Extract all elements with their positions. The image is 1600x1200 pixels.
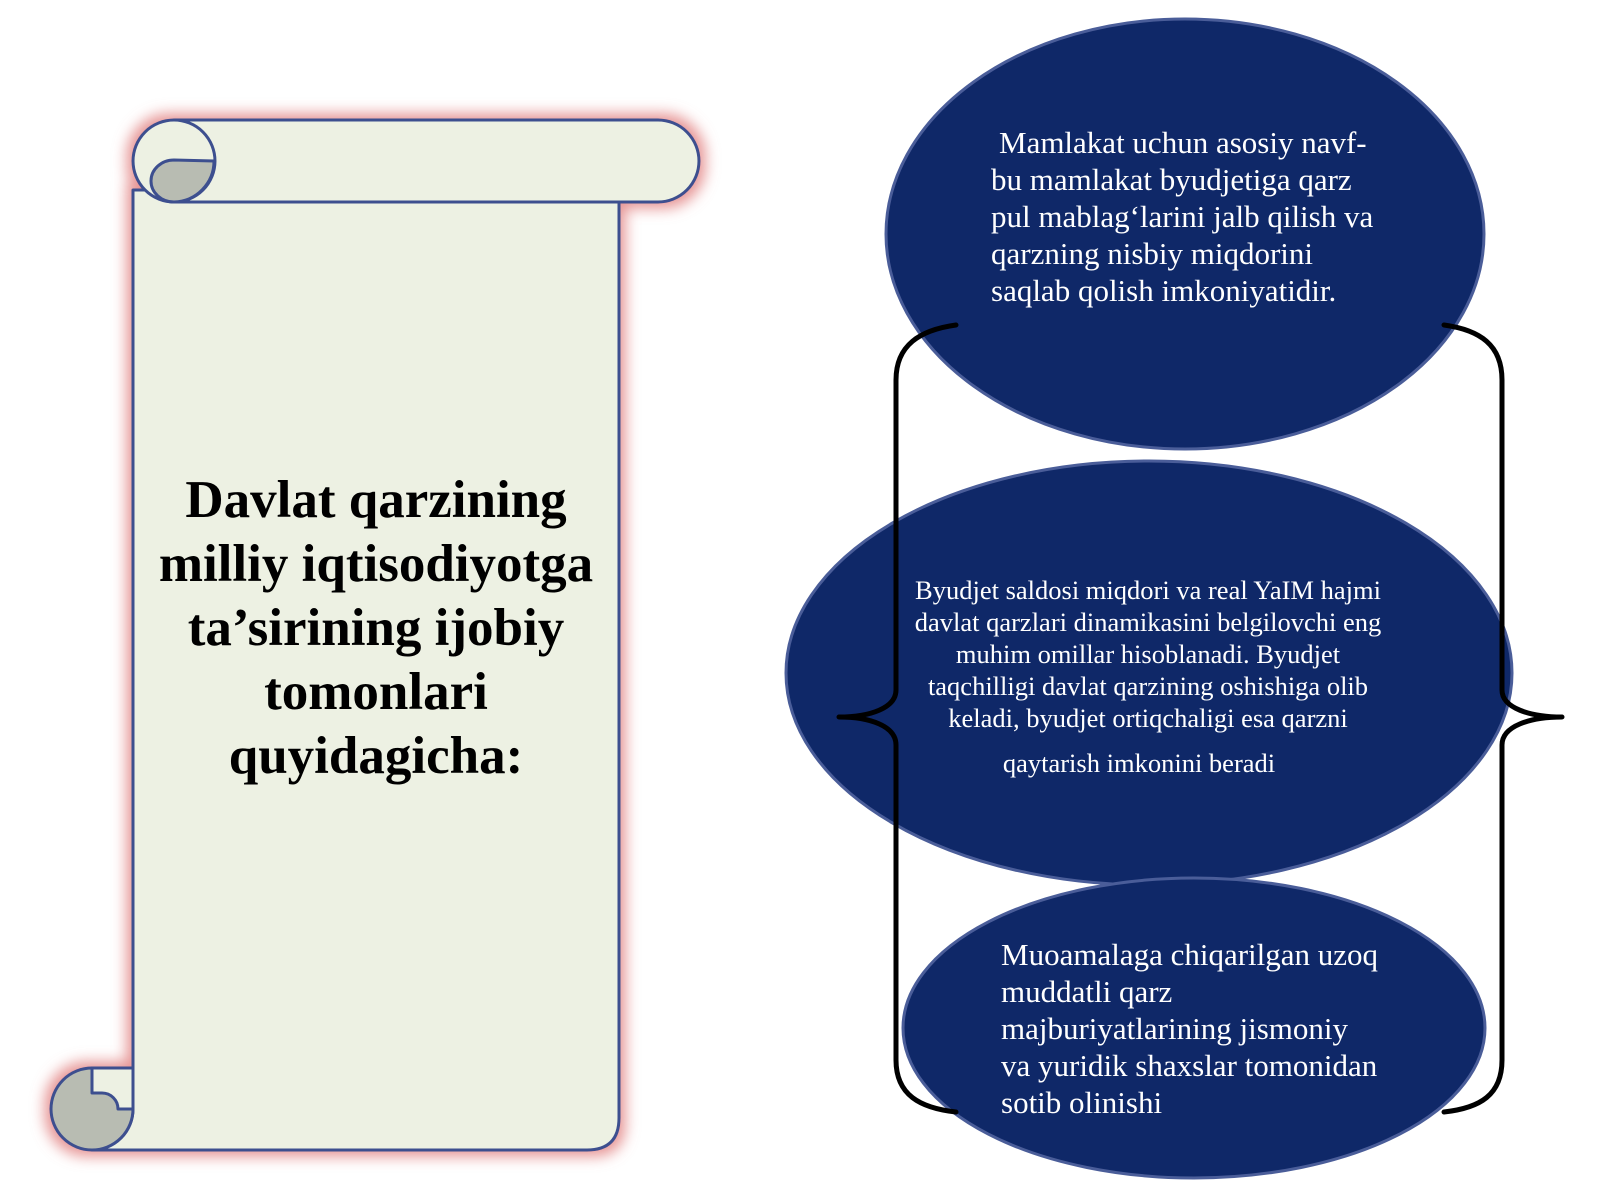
ellipse-text-line: majburiyatlarining jismoniy xyxy=(1001,1011,1348,1046)
ellipse-text-line: Mamlakat uchun asosiy navf- xyxy=(999,125,1367,160)
scroll-top-roll xyxy=(133,120,699,202)
title-line: tomonlari xyxy=(264,663,488,721)
ellipse-top-text xyxy=(991,124,1373,309)
ellipse-text-line: davlat qarzlari dinamikasini belgilovchi eng xyxy=(914,607,1382,637)
ellipse-text-line: muhim omillar hisoblanadi. Byudjet xyxy=(955,639,1341,669)
title-line: ta’sirining ijobiy xyxy=(187,599,565,657)
title-line: milliy iqtisodiyotga xyxy=(158,535,594,593)
ellipse-middle-text xyxy=(898,574,1398,779)
ellipse-text-line: sotib olinishi xyxy=(1001,1085,1163,1120)
ellipse-text-line: va yuridik shaxslar tomonidan xyxy=(1001,1048,1378,1083)
scroll-bottom-curl xyxy=(51,1068,133,1150)
ellipse-text-line: muddatli qarz xyxy=(1001,974,1173,1009)
ellipse-text-line: Byudjet saldosi miqdori va real YaIM hajmi xyxy=(915,575,1381,605)
ellipse-bottom-text xyxy=(1001,936,1378,1121)
title-line: Davlat qarzining xyxy=(185,471,567,529)
title-line: quyidagicha: xyxy=(228,727,524,785)
ellipse-text-line: pul mablag‘larini jalb qilish va xyxy=(991,199,1374,234)
ellipse-text-line: taqchilligi davlat qarzining oshishiga olib xyxy=(927,671,1369,701)
ellipse-text-line: Muoamalaga chiqarilgan uzoq xyxy=(1001,937,1379,972)
ellipse-text-line: qarzning nisbiy miqdorini xyxy=(991,236,1314,271)
ellipse-text-line: saqlab qolish imkoniyatidir. xyxy=(991,273,1337,308)
scroll-title xyxy=(133,468,619,788)
ellipse-text-line: qaytarish imkonini beradi xyxy=(1002,748,1276,778)
ellipse-text-line: keladi, byudjet ortiqchaligi esa qarzni xyxy=(948,703,1348,733)
ellipse-text-line: bu mamlakat byudjetiga qarz xyxy=(991,162,1352,197)
